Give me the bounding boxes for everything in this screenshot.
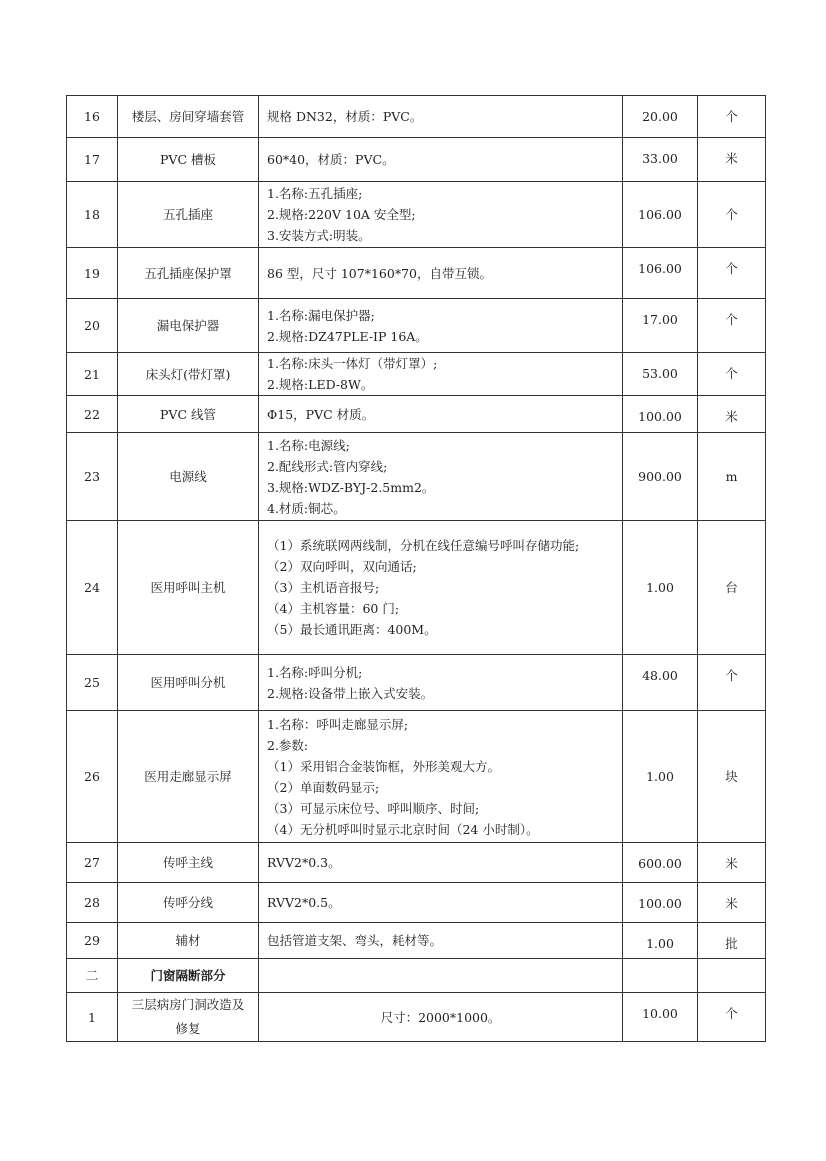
description-line: 1.名称:床头一体灯（带灯罩）;: [267, 356, 438, 371]
item-description: [259, 959, 623, 993]
table-row: [67, 433, 766, 521]
description-line: 60*40，材质：PVC。: [267, 152, 395, 167]
description-line: 尺寸：2000*1000。: [380, 1009, 501, 1025]
table-row: [67, 711, 766, 843]
item-quantity: [623, 959, 698, 993]
item-unit: 个: [698, 248, 766, 299]
description-line: 1.名称:漏电保护器;: [267, 307, 375, 323]
item-number: 18: [67, 182, 118, 248]
description-line: 2.参数:: [267, 737, 309, 753]
description-line: 86 型，尺寸 107*160*70，自带互锁。: [267, 265, 492, 281]
description-line: 1.名称:五孔插座;: [267, 186, 363, 201]
item-name: 楼层、房间穿墙套管: [118, 96, 259, 138]
item-description: [259, 655, 623, 711]
item-number: 二: [67, 959, 118, 993]
item-number: 1: [67, 993, 118, 1042]
item-description: [259, 182, 623, 248]
item-number: 20: [67, 299, 118, 353]
table-row: [67, 993, 766, 1042]
table-row: [67, 959, 766, 993]
item-description: [259, 993, 623, 1042]
item-name: 医用走廊显示屏: [118, 711, 259, 843]
item-description: [259, 96, 623, 138]
table-row: [67, 182, 766, 248]
item-unit: 个: [698, 353, 766, 396]
description-line: 1.名称：呼叫走廊显示屏;: [267, 716, 409, 732]
table-row: [67, 138, 766, 182]
table-row: [67, 96, 766, 138]
item-unit: 台: [698, 521, 766, 655]
description-line: 2.配线形式:管内穿线;: [267, 458, 388, 474]
table-row: [67, 521, 766, 655]
item-number: 19: [67, 248, 118, 299]
table-row: [67, 299, 766, 353]
item-name: 门窗隔断部分: [118, 959, 259, 993]
item-quantity: 53.00: [623, 353, 698, 396]
item-number: 27: [67, 843, 118, 883]
item-quantity: 600.00: [623, 843, 698, 883]
description-line: 3.规格:WDZ-BYJ-2.5mm2。: [267, 479, 435, 495]
item-number: 26: [67, 711, 118, 843]
description-line: RVV2*0.5。: [267, 895, 341, 910]
item-unit: 块: [698, 711, 766, 843]
item-quantity: 33.00: [623, 138, 698, 182]
item-quantity: 900.00: [623, 433, 698, 521]
item-name: PVC 槽板: [118, 138, 259, 182]
item-name: 五孔插座: [118, 182, 259, 248]
item-name: 电源线: [118, 433, 259, 521]
description-line: 3.安装方式:明装。: [267, 228, 371, 243]
description-line: 2.规格:LED-8W。: [267, 377, 374, 392]
item-name: 床头灯(带灯罩): [118, 353, 259, 396]
description-line: 1.名称:呼叫分机;: [267, 664, 363, 680]
description-line: （4）主机容量：60 门;: [267, 601, 400, 616]
item-quantity: 100.00: [623, 396, 698, 433]
item-number: 24: [67, 521, 118, 655]
item-description: [259, 299, 623, 353]
description-line: Φ15，PVC 材质。: [267, 406, 375, 422]
item-quantity: 10.00: [623, 993, 698, 1042]
description-line: RVV2*0.3。: [267, 855, 341, 870]
table-row: [67, 843, 766, 883]
item-number: 16: [67, 96, 118, 138]
item-quantity: 1.00: [623, 923, 698, 959]
item-unit: 个: [698, 299, 766, 353]
item-number: 23: [67, 433, 118, 521]
item-name: 传呼分线: [118, 883, 259, 923]
description-line: （1）系统联网两线制，分机在线任意编号呼叫存储功能;: [267, 538, 580, 553]
item-unit: 个: [698, 182, 766, 248]
item-quantity: 106.00: [623, 182, 698, 248]
item-description: [259, 138, 623, 182]
item-quantity: 48.00: [623, 655, 698, 711]
description-line: 2.规格:DZ47PLE-IP 16A。: [267, 328, 428, 344]
item-quantity: 106.00: [623, 248, 698, 299]
item-unit: 米: [698, 883, 766, 923]
description-line: 2.规格:220V 10A 安全型;: [267, 207, 416, 222]
item-name: 漏电保护器: [118, 299, 259, 353]
item-quantity: 100.00: [623, 883, 698, 923]
table-row: [67, 655, 766, 711]
description-line: （4）无分机呼叫时显示北京时间（24 小时制）。: [267, 821, 539, 837]
description-line: （2）单面数码显示;: [267, 779, 380, 795]
item-name: PVC 线管: [118, 396, 259, 433]
bill-of-quantities-table: [66, 95, 766, 1042]
description-line: 1.名称:电源线;: [267, 437, 350, 453]
item-unit: 个: [698, 993, 766, 1042]
table-row: [67, 248, 766, 299]
item-quantity: 20.00: [623, 96, 698, 138]
item-unit: 米: [698, 396, 766, 433]
item-description: [259, 353, 623, 396]
description-line: （2）双向呼叫，双向通话;: [267, 559, 417, 574]
item-unit: m: [698, 433, 766, 521]
item-number: 25: [67, 655, 118, 711]
item-unit: [698, 959, 766, 993]
table-row: [67, 883, 766, 923]
item-name: 辅材: [118, 923, 259, 959]
item-description: [259, 883, 623, 923]
item-description: [259, 433, 623, 521]
item-number: 28: [67, 883, 118, 923]
item-name: 医用呼叫分机: [118, 655, 259, 711]
description-line: 2.规格:设备带上嵌入式安装。: [267, 685, 434, 701]
description-line: （3）主机语音报号;: [267, 580, 380, 595]
item-unit: 个: [698, 655, 766, 711]
item-name: 医用呼叫主机: [118, 521, 259, 655]
item-name: 五孔插座保护罩: [118, 248, 259, 299]
item-unit: 批: [698, 923, 766, 959]
item-number: 17: [67, 138, 118, 182]
description-line: 包括管道支架、弯头，耗材等。: [267, 933, 443, 948]
description-line: （1）采用铝合金装饰框，外形美观大方。: [267, 758, 500, 774]
item-quantity: 17.00: [623, 299, 698, 353]
item-number: 22: [67, 396, 118, 433]
item-number: 21: [67, 353, 118, 396]
table-row: [67, 353, 766, 396]
item-name: 三层病房门洞改造及修复: [118, 993, 259, 1042]
item-unit: 个: [698, 96, 766, 138]
item-description: [259, 248, 623, 299]
item-description: [259, 923, 623, 959]
item-description: [259, 521, 623, 655]
item-description: [259, 396, 623, 433]
item-number: 29: [67, 923, 118, 959]
description-line: （3）可显示床位号、呼叫顺序、时间;: [267, 800, 480, 816]
description-line: （5）最长通讯距离：400M。: [267, 622, 437, 637]
item-unit: 米: [698, 843, 766, 883]
item-quantity: 1.00: [623, 711, 698, 843]
description-line: 4.材质:铜芯。: [267, 500, 346, 516]
item-description: [259, 711, 623, 843]
item-quantity: 1.00: [623, 521, 698, 655]
description-line: 规格 DN32，材质：PVC。: [267, 109, 423, 124]
table-row: [67, 396, 766, 433]
table-row: [67, 923, 766, 959]
item-unit: 米: [698, 138, 766, 182]
item-description: [259, 843, 623, 883]
item-name: 传呼主线: [118, 843, 259, 883]
